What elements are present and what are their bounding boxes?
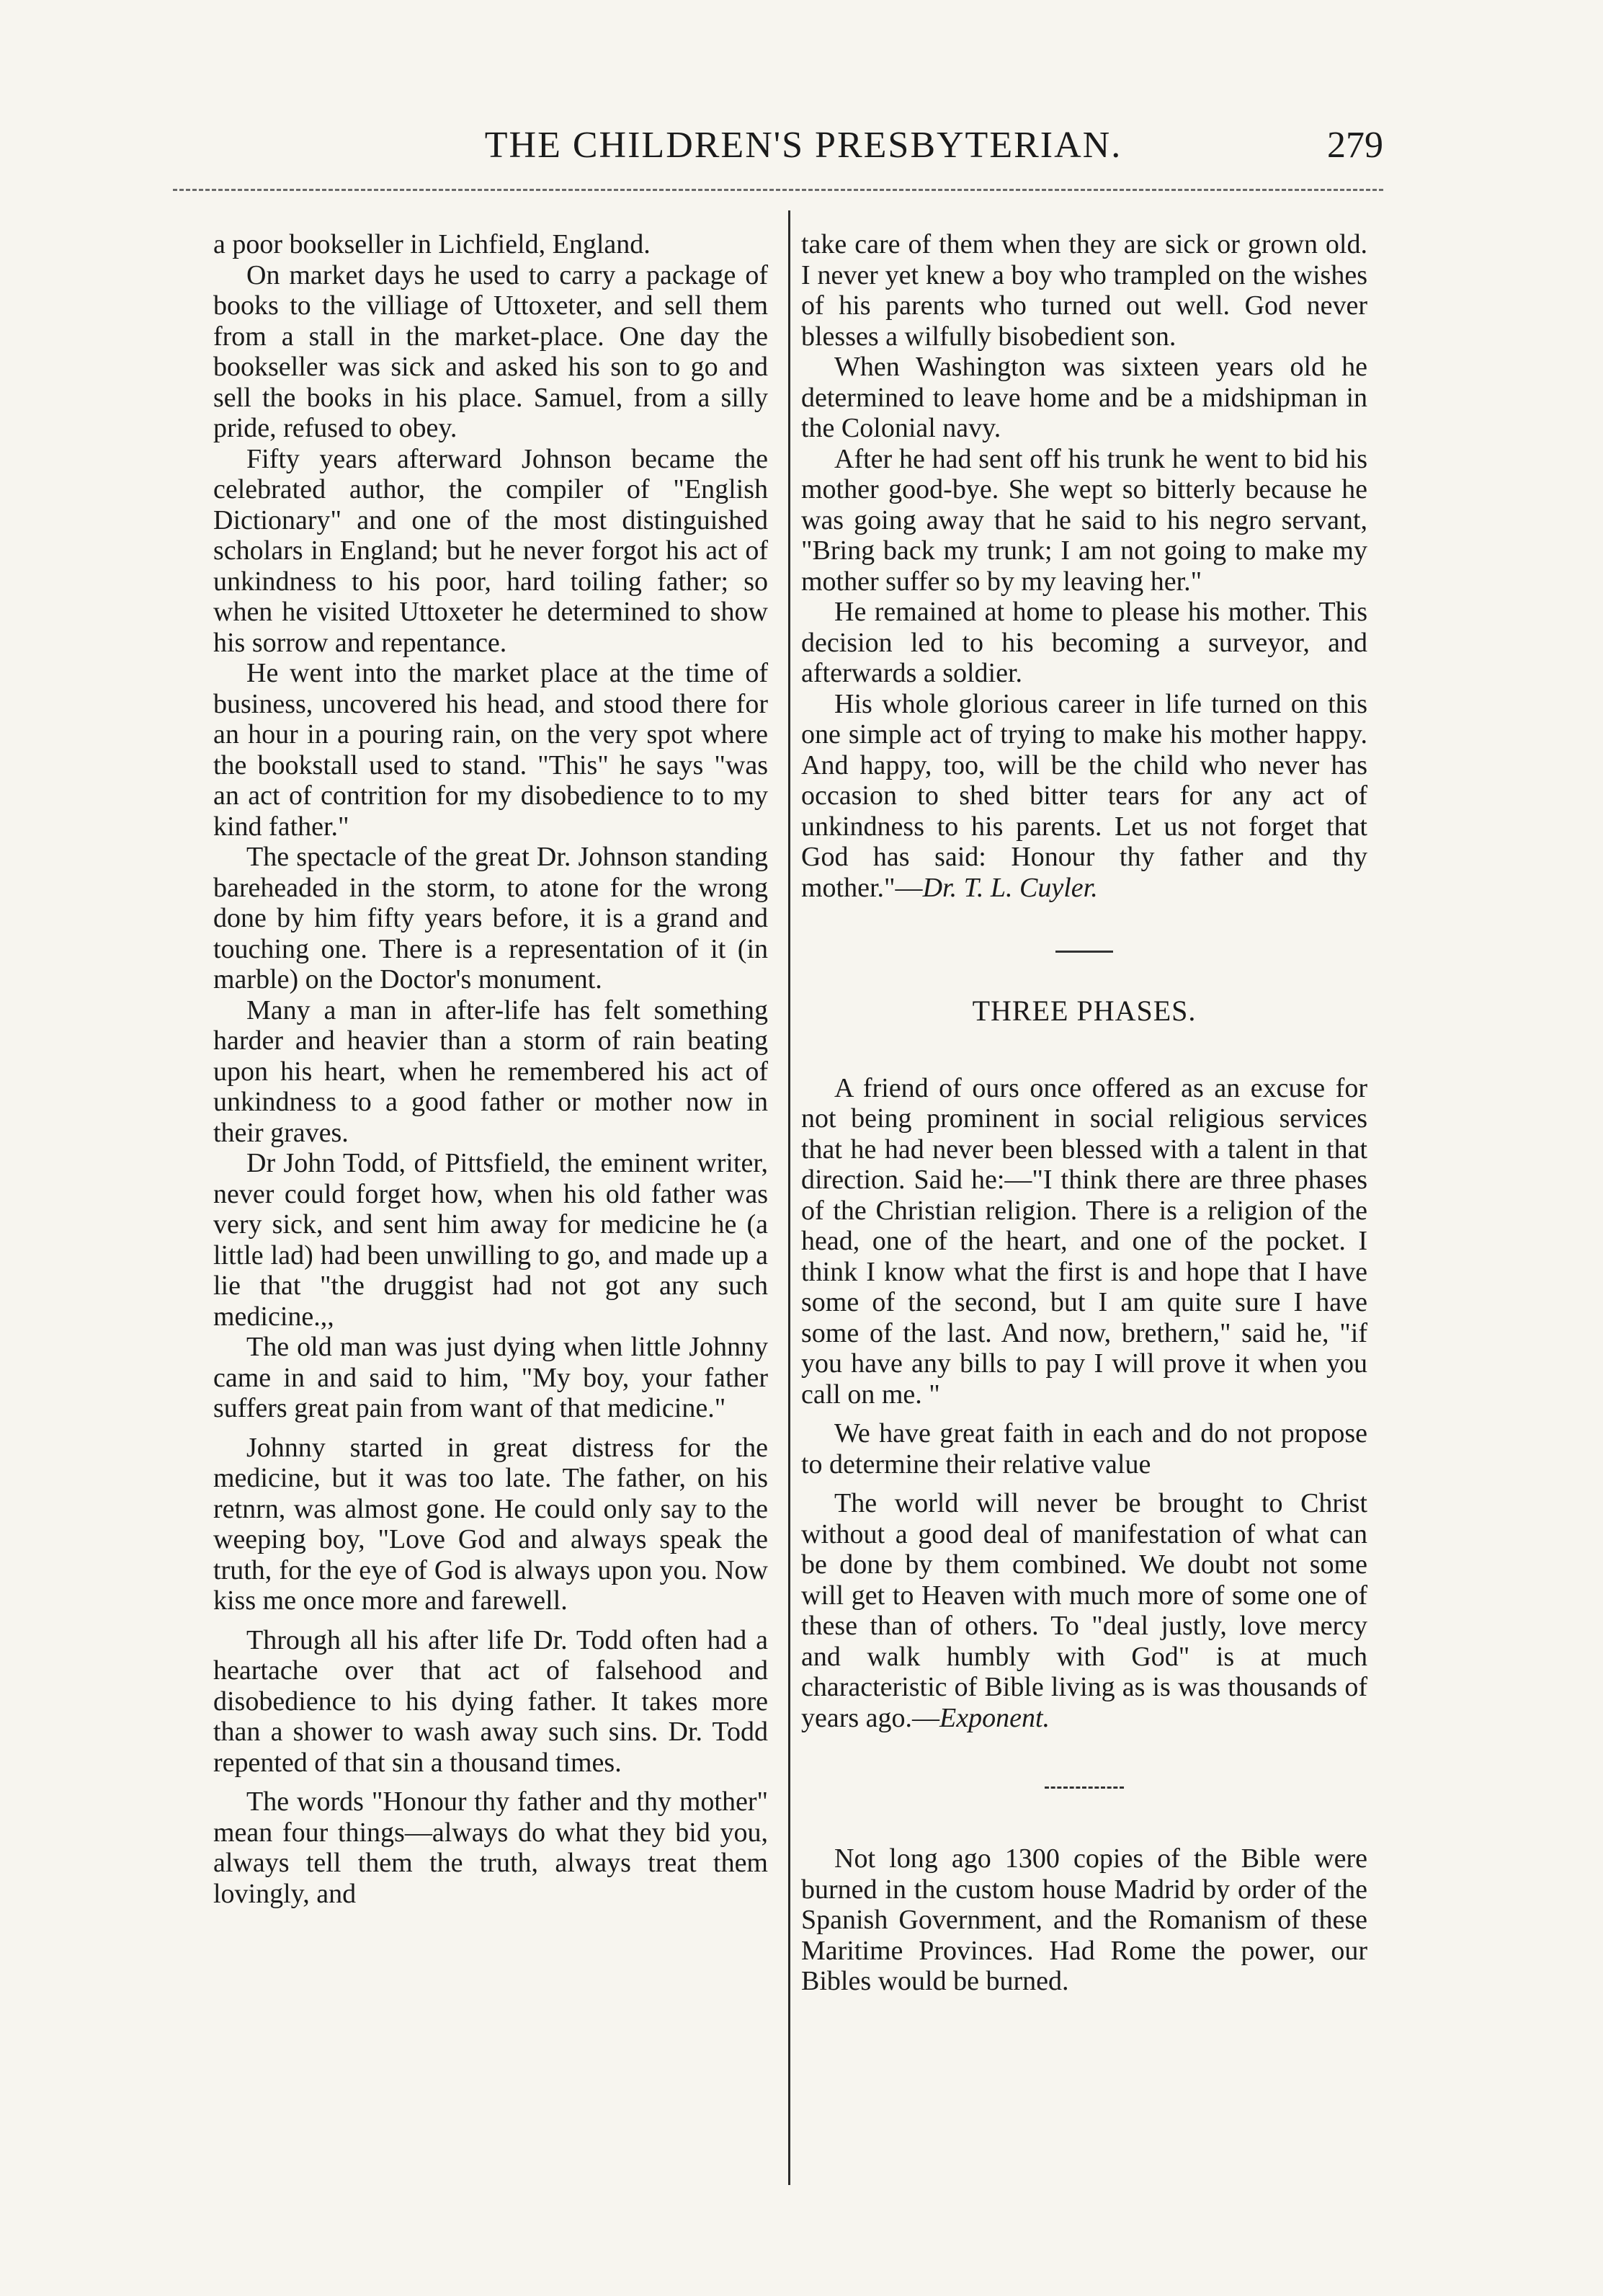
left-column xyxy=(213,229,768,1909)
right-paragraph-1: take care of them when they are sick or grown old. I never yet knew a boy who trampled on the wishes of his parents who turned out well. God never blesses a wilfully bisobedient son. xyxy=(801,229,1367,352)
left-paragraph-1: a poor bookseller in Lichfield, England. xyxy=(213,229,651,259)
section-heading-three-phases: THREE PHASES. xyxy=(972,995,1197,1027)
left-paragraph-9: Johnny started in great distress for the medicine, but it was too late. The father, on his retnrn, was almost gone. He could only say to the weeping boy, "Love God and always speak the truth, for the eye of God is always upon you. Now kiss me once more and farewell. xyxy=(213,1432,768,1616)
column-divider xyxy=(788,210,790,2185)
page-number: 279 xyxy=(1327,125,1383,166)
left-paragraph-2: On market days he used to carry a package of books to the villiage of Uttoxeter, and sell them from a stall in the market-place. One day the bookseller was sick and asked his son to go and sell the books in his place. Samuel, from a silly pride, refused to obey. xyxy=(213,259,768,443)
section-divider xyxy=(1055,951,1113,953)
page-header-title: THE CHILDREN'S PRESBYTERIAN. xyxy=(484,125,1122,166)
left-paragraph-5: The spectacle of the great Dr. Johnson standing bareheaded in the storm, to atone for the wrong done by him fifty years before, it is a grand and touching one. There is a representation of it (in marble) on the Doctor's monument. xyxy=(213,842,768,995)
phases-paragraph-2: We have great faith in each and do not propose to determine their relative value xyxy=(801,1418,1367,1480)
phases-paragraph-3-text: The world will never be brought to Christ without a good deal of manifestation of what can be done by them combined. We doubt not some will get to Heaven with much more of some one of these than of others. To "deal justly, love mercy and walk humbly with God" is at much characteristic of Bible living as is was thousands of years ago.— xyxy=(801,1488,1367,1733)
left-paragraph-8: The old man was just dying when little Johnny came in and said to him, "My boy, your father suffers great pain from want of that medicine." xyxy=(213,1332,768,1423)
right-column xyxy=(801,229,1367,1997)
phases-paragraph-3 xyxy=(801,1488,1367,1733)
right-paragraph-3: After he had sent off his trunk he went to bid his mother good-bye. She wept so bitterly because he was going away that he said to his negro servant, "Bring back my trunk; I am not going to make my mother suffer so by my leaving her." xyxy=(801,443,1367,597)
right-paragraph-5 xyxy=(801,689,1367,904)
right-paragraph-4: He remained at home to please his mother. This decision led to his becoming a surveyor, and afterwards a soldier. xyxy=(801,597,1367,688)
bible-paragraph: Not long ago 1300 copies of the Bible were burned in the custom house Madrid by order of the Spanish Government, and the Romanism of these Maritime Provinces. Had Rome the power, our Bibles would be burned. xyxy=(801,1843,1367,1996)
left-paragraph-3: Fifty years afterward Johnson became the celebrated author, the compiler of "English Dictionary" and one of the most distinguished scholars in England; but he never forgot his act of unkindness to his poor, hard toiling father; so when he visited Uttoxeter he determined to show his sorrow and repentance. xyxy=(213,443,768,658)
left-paragraph-10: Through all his after life Dr. Todd often had a heartache over that act of falsehood and disobedience to his dying father. It takes more than a shower to wash away such sins. Dr. Todd repented of that sin a thousand times. xyxy=(213,1624,768,1778)
left-paragraph-6: Many a man in after-life has felt something harder and heavier than a storm of rain beating upon his heart, when he remembered his act of unkindness to a good father or mother now in their graves. xyxy=(213,995,768,1148)
attribution-exponent: Exponent. xyxy=(939,1702,1050,1733)
right-paragraph-5-text: His whole glorious career in life turned on this one simple act of trying to make his mother happy. And happy, too, will be the child who never has occasion to shed bitter tears for any act of unkindness to his parents. Let us not forget that God has said: Honour thy father and thy mother."— xyxy=(801,688,1367,903)
section-divider-dashed xyxy=(1045,1786,1124,1789)
left-paragraph-7: Dr John Todd, of Pittsfield, the eminent writer, never could forget how, when his old father was very sick, and sent him away for medicine he (a little lad) had been unwilling to go, and made up a lie that "the druggist had not got any such medicine.,, xyxy=(213,1148,768,1332)
phases-paragraph-1: A friend of ours once offered as an excuse for not being prominent in social religious services that he had never been blessed with a talent in that direction. Said he:—"I think there are three phases of the Christian religion. There is a religion of the head, one of the heart, and one of the pocket. I think I know what the first is and hope that I have some of the second, but I am quite sure I have some of the last. And now, brethern," said he, "if you have any bills to pay I will prove it when you call on me. " xyxy=(801,1072,1367,1410)
left-paragraph-4: He went into the market place at the time of business, uncovered his head, and stood there for an hour in a pouring rain, on the very spot where the bookstall used to stand. "This" he says "was an act of contrition for my disobedience to to my kind father." xyxy=(213,658,768,842)
header-rule xyxy=(173,189,1383,191)
right-paragraph-2: When Washington was sixteen years old he determined to leave home and be a midshipman in the Colonial navy. xyxy=(801,352,1367,443)
attribution-cuyler: Dr. T. L. Cuyler. xyxy=(922,872,1098,903)
left-paragraph-11: The words "Honour thy father and thy mother" mean four things—always do what they bid you, always tell them the truth, always treat them lovingly, and xyxy=(213,1786,768,1909)
